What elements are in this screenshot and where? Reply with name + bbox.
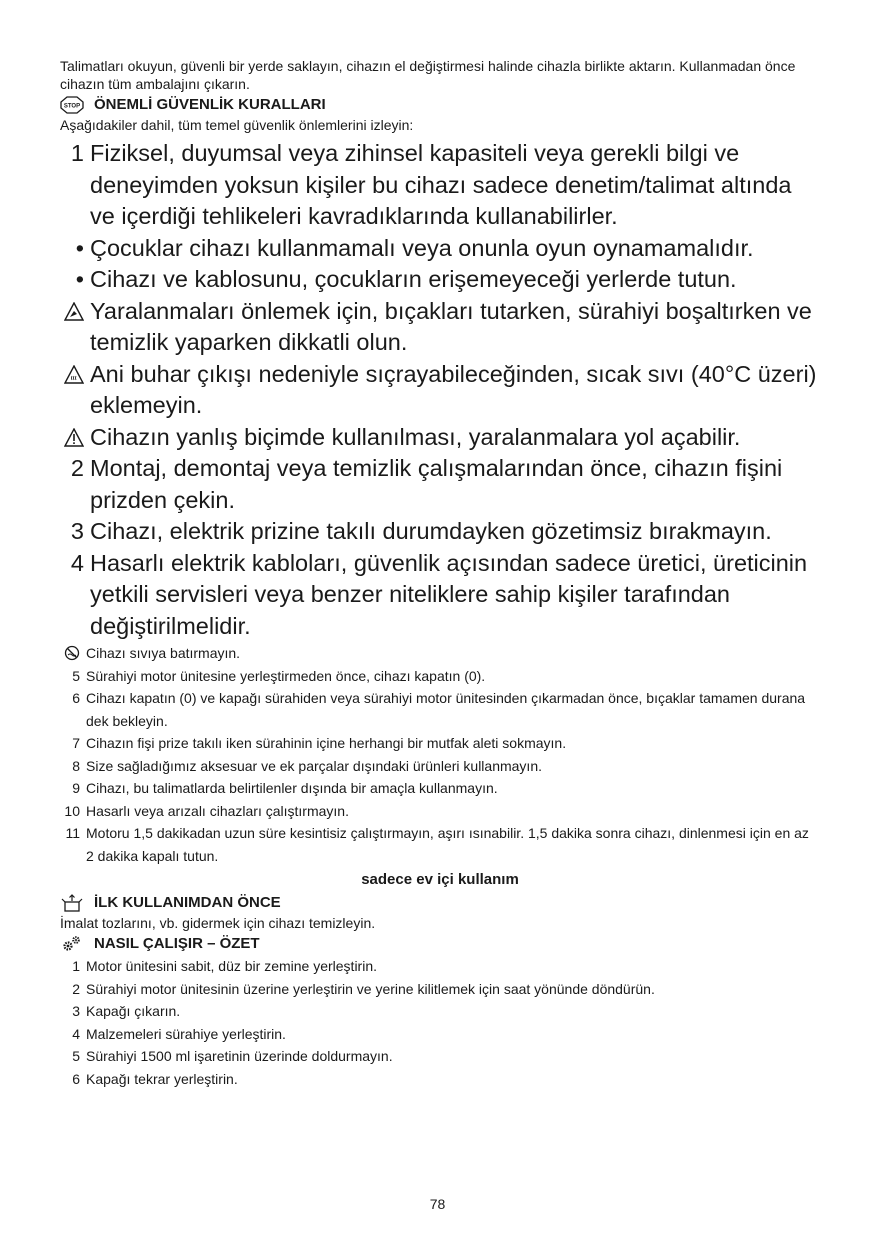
stop-icon	[60, 96, 84, 114]
steam-warning-icon	[60, 359, 90, 422]
item-number: 5	[72, 667, 80, 684]
list-item	[60, 665, 820, 688]
list-item	[60, 1023, 820, 1046]
list-item	[60, 1045, 820, 1068]
list-item	[60, 264, 820, 296]
page-number: 78	[429, 1196, 446, 1212]
list-item	[60, 296, 820, 359]
item-text: Sürahiyi motor ünitesinin üzerine yerleştirin ve yerine kilitlemek için saat yönünde döndürün.	[86, 980, 655, 997]
item-number: 6	[72, 690, 80, 706]
svg-text:STOP: STOP	[63, 103, 81, 110]
item-text: Size sağladığımız aksesuar ve ek parçalar dışındaki ürünleri kullanmayın.	[86, 757, 542, 774]
list-item	[60, 777, 820, 800]
household-use-note: sadece ev içi kullanım	[361, 871, 519, 888]
list-item	[60, 516, 820, 548]
list-item	[60, 422, 820, 454]
steps-list	[60, 955, 820, 1090]
safety-title: ÖNEMLİ GÜVENLİK KURALLARI	[94, 96, 326, 113]
item-number: 9	[72, 780, 80, 796]
item-text: Montaj, demontaj veya temizlik çalışmalarından önce, cihazın fişini prizden çekin.	[90, 455, 783, 513]
list-item	[60, 642, 820, 665]
item-number: 8	[72, 757, 80, 774]
item-number: 11	[65, 825, 80, 841]
item-text: Kapağı tekrar yerleştirin.	[86, 1070, 238, 1087]
safety-subtitle: Aşağıdakiler dahil, tüm temel güvenlik önlemlerini izleyin:	[60, 117, 414, 133]
item-text: Sürahiyi 1500 ml işaretinin üzerinde doldurmayın.	[86, 1048, 393, 1064]
list-item	[60, 233, 820, 265]
list-item	[60, 822, 820, 867]
item-text: Hasarlı elektrik kabloları, güvenlik açısından sadece üretici, üreticinin yetkili servisleri veya benzer niteliklere sahip kişiler tarafından değiştirilmelidir.	[90, 549, 808, 639]
item-number: 1	[70, 140, 84, 166]
list-item	[60, 1000, 820, 1023]
item-text: Malzemeleri sürahiye yerleştirin.	[86, 1025, 286, 1042]
minor-rules-list	[60, 642, 820, 867]
document-page	[60, 57, 820, 1090]
item-number: 5	[72, 1048, 80, 1064]
item-text: Cihazın yanlış biçimde kullanılması, yaralanmalara yol açabilir.	[90, 423, 741, 450]
list-item	[60, 1068, 820, 1091]
item-text: Cihazı sıvıya batırmayın.	[86, 645, 241, 661]
list-item	[60, 955, 820, 978]
item-number: 1	[72, 958, 80, 974]
bullet: •	[75, 266, 84, 292]
first-use-text: İmalat tozlarını, vb. gidermek için cihazı temizleyin.	[60, 915, 376, 931]
no-immerse-icon	[60, 642, 86, 665]
list-item	[60, 800, 820, 823]
item-number: 4	[72, 1025, 80, 1042]
gears-icon	[60, 935, 84, 953]
item-text: Cihazı kapatın (0) ve kapağı sürahiden veya sürahiyi motor ünitesinden çıkarmadan önce, bıçaklar tamamen durana dek bekleyin.	[86, 690, 806, 729]
item-number: 6	[72, 1070, 80, 1087]
item-text: Motor ünitesini sabit, düz bir zemine yerleştirin.	[86, 958, 378, 974]
item-text: Cihazın fişi prize takılı iken sürahinin içine herhangi bir mutfak aleti sokmayın.	[86, 735, 567, 751]
safety-heading	[60, 94, 820, 116]
item-text: Hasarlı veya arızalı cihazları çalıştırmayın.	[86, 802, 349, 819]
item-number: 2	[70, 455, 84, 481]
item-text: Kapağı çıkarın.	[86, 1003, 181, 1019]
list-item	[60, 548, 820, 643]
item-text: Cihazı ve kablosunu, çocukların erişemeyeceği yerlerde tutun.	[90, 266, 737, 292]
first-use-heading	[60, 892, 820, 914]
item-number: 10	[64, 802, 80, 819]
item-text: Cihazı, elektrik prizine takılı durumdayken gözetimsiz bırakmayın.	[90, 518, 772, 544]
item-text: Motoru 1,5 dakikadan uzun süre kesintisiz çalıştırmayın, aşırı ısınabilir. 1,5 dakika sonra cihazı, dinlenmesi için en az 2 dakika kapalı tutun.	[86, 825, 809, 864]
item-text: Cihazı, bu talimatlarda belirtilenler dışında bir amaçla kullanmayın.	[86, 780, 498, 796]
item-number: 3	[72, 1003, 80, 1019]
list-item	[60, 453, 820, 516]
item-text: Fiziksel, duyumsal veya zihinsel kapasiteli veya gerekli bilgi ve deneyimden yoksun kişiler bu cihazı sadece denetim/talimat altında ve içerdiği tehlikeleri kavradıklarında kullanabilirler.	[90, 140, 792, 229]
list-item	[60, 138, 820, 233]
blade-warning-icon	[60, 296, 90, 359]
how-it-works-title: NASIL ÇALIŞIR – ÖZET	[94, 935, 260, 952]
item-number: 7	[72, 735, 80, 751]
item-text: Yaralanmaları önlemek için, bıçakları tutarken, sürahiyi boşaltırken ve temizlik yaparken dikkatli olun.	[90, 297, 812, 355]
list-item	[60, 687, 820, 732]
item-number: 2	[72, 980, 80, 997]
item-number: 3	[70, 518, 84, 544]
how-it-works-heading	[60, 933, 820, 955]
item-text: Ani buhar çıkışı nedeniyle sıçrayabileceğinden, sıcak sıvı (40°C üzeri) eklemeyin.	[90, 360, 817, 418]
list-item	[60, 755, 820, 778]
item-text: Sürahiyi motor ünitesine yerleştirmeden önce, cihazı kapatın (0).	[86, 667, 486, 684]
list-item	[60, 359, 820, 422]
first-use-title: İLK KULLANIMDAN ÖNCE	[94, 894, 281, 911]
item-number: 4	[70, 549, 84, 576]
major-rules-list	[60, 138, 820, 642]
item-text: Çocuklar cihazı kullanmamalı veya onunla oyun oynamamalıdır.	[90, 234, 754, 261]
intro-paragraph: Talimatları okuyun, güvenli bir yerde saklayın, cihazın el değiştirmesi halinde cihazla birlikte aktarın. Kullanmadan önce cihazın tüm ambalajını çıkarın.	[60, 58, 796, 92]
list-item	[60, 978, 820, 1001]
list-item	[60, 732, 820, 755]
unpack-icon	[60, 894, 84, 912]
bullet: •	[75, 234, 84, 261]
general-warning-icon	[60, 422, 90, 454]
